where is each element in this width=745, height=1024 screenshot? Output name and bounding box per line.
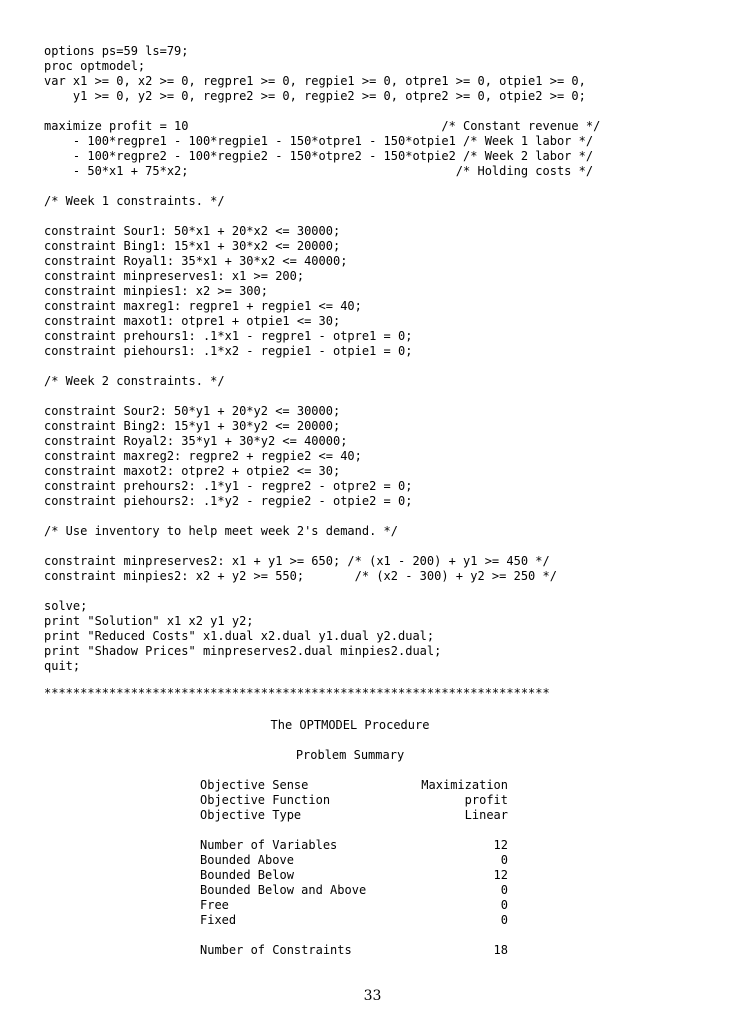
code-line: options ps=59 ls=79; <box>44 44 189 58</box>
summary-label: Bounded Below <box>200 868 294 882</box>
code-line: constraint Royal2: 35*y1 + 30*y2 <= 40000; <box>44 434 348 448</box>
problem-summary-table <box>200 778 508 958</box>
summary-row-number-of-constraints <box>200 943 508 958</box>
code-line: constraint Sour2: 50*y1 + 20*y2 <= 30000; <box>44 404 341 418</box>
summary-value: profit <box>464 793 508 807</box>
code-line: constraint maxreg2: regpre2 + regpie2 <= 40; <box>44 449 362 463</box>
code-line <box>44 584 600 599</box>
summary-value: 12 <box>493 838 508 852</box>
code-line <box>44 104 600 119</box>
code-line: print "Reduced Costs" x1.dual x2.dual y1.dual y2.dual; <box>44 629 435 643</box>
code-line: - 100*regpre2 - 100*regpie2 - 150*otpre2 - 150*otpie2 /* Week 2 labor */ <box>44 149 594 163</box>
summary-value: 12 <box>493 868 508 882</box>
code-line: - 100*regpre1 - 100*regpie1 - 150*otpre1 - 150*otpie1 /* Week 1 labor */ <box>44 134 594 148</box>
code-line: var x1 >= 0, x2 >= 0, regpre1 >= 0, regpie1 >= 0, otpre1 >= 0, otpie1 >= 0, <box>44 74 586 88</box>
code-line <box>44 509 600 524</box>
code-line: constraint maxot2: otpre2 + otpie2 <= 30; <box>44 464 341 478</box>
summary-row-fixed <box>200 913 508 928</box>
code-line: constraint maxreg1: regpre1 + regpie1 <= 40; <box>44 299 362 313</box>
procedure-title: The OPTMODEL Procedure <box>270 718 430 732</box>
summary-value: 0 <box>500 883 508 897</box>
summary-row-objective-type <box>200 808 508 823</box>
code-line: print "Solution" x1 x2 y1 y2; <box>44 614 254 628</box>
code-line: maximize profit = 10 /* Constant revenue */ <box>44 119 601 133</box>
problem-summary-title: Problem Summary <box>295 748 405 762</box>
summary-label: Objective Function <box>200 793 331 807</box>
summary-row-bounded-below-and-above <box>200 883 508 898</box>
summary-label: Objective Type <box>200 808 302 822</box>
summary-value: 0 <box>500 898 508 912</box>
summary-value: 0 <box>500 913 508 927</box>
summary-label: Number of Variables <box>200 838 338 852</box>
code-line: constraint minpreserves1: x1 >= 200; <box>44 269 305 283</box>
code-line: constraint Royal1: 35*x1 + 30*x2 <= 40000; <box>44 254 348 268</box>
summary-label: Bounded Below and Above <box>200 883 367 897</box>
code-line: constraint minpies2: x2 + y2 >= 550; /* (x2 - 300) + y2 >= 250 */ <box>44 569 557 583</box>
code-line: constraint minpreserves2: x1 + y1 >= 650; /* (x1 - 200) + y1 >= 450 */ <box>44 554 550 568</box>
summary-row-objective-function <box>200 793 508 808</box>
code-line: constraint piehours2: .1*y2 - regpie2 - otpie2 = 0; <box>44 494 413 508</box>
sas-code-listing <box>44 44 600 674</box>
summary-label: Bounded Above <box>200 853 294 867</box>
code-line: - 50*x1 + 75*x2; /* Holding costs */ <box>44 164 594 178</box>
code-line: proc optmodel; <box>44 59 146 73</box>
code-line: /* Week 1 constraints. */ <box>44 194 225 208</box>
summary-value: Linear <box>464 808 508 822</box>
code-line: constraint prehours2: .1*y1 - regpre2 - otpre2 = 0; <box>44 479 413 493</box>
code-line: /* Week 2 constraints. */ <box>44 374 225 388</box>
code-line: constraint minpies1: x2 >= 300; <box>44 284 268 298</box>
summary-row-free <box>200 898 508 913</box>
summary-row-bounded-below <box>200 868 508 883</box>
summary-row-number-of-variables <box>200 838 508 853</box>
code-line: solve; <box>44 599 88 613</box>
code-line <box>44 539 600 554</box>
summary-label: Number of Constraints <box>200 943 352 957</box>
code-line <box>44 209 600 224</box>
code-line: constraint piehours1: .1*x2 - regpie1 - otpie1 = 0; <box>44 344 413 358</box>
code-line: constraint Sour1: 50*x1 + 20*x2 <= 30000; <box>44 224 341 238</box>
code-line <box>44 359 600 374</box>
code-line: /* Use inventory to help meet week 2's demand. */ <box>44 524 399 538</box>
code-line: y1 >= 0, y2 >= 0, regpre2 >= 0, regpie2 >= 0, otpre2 >= 0, otpie2 >= 0; <box>44 89 586 103</box>
summary-label: Fixed <box>200 913 237 927</box>
code-line <box>44 389 600 404</box>
summary-value: 18 <box>493 943 508 957</box>
code-line: constraint prehours1: .1*x1 - regpre1 - otpre1 = 0; <box>44 329 413 343</box>
summary-row-bounded-above <box>200 853 508 868</box>
code-line: constraint Bing2: 15*y1 + 30*y2 <= 20000; <box>44 419 341 433</box>
code-line <box>44 179 600 194</box>
summary-value: 0 <box>500 853 508 867</box>
code-line: quit; <box>44 659 81 673</box>
summary-label: Free <box>200 898 229 912</box>
separator-line: ********************************************************************** <box>44 686 550 700</box>
code-line: constraint maxot1: otpre1 + otpie1 <= 30; <box>44 314 341 328</box>
code-line: constraint Bing1: 15*x1 + 30*x2 <= 20000; <box>44 239 341 253</box>
summary-value: Maximization <box>421 778 508 792</box>
summary-row-objective-sense <box>200 778 508 793</box>
code-line: print "Shadow Prices" minpreserves2.dual minpies2.dual; <box>44 644 442 658</box>
summary-label: Objective Sense <box>200 778 309 792</box>
page-number: 33 <box>363 988 382 1004</box>
